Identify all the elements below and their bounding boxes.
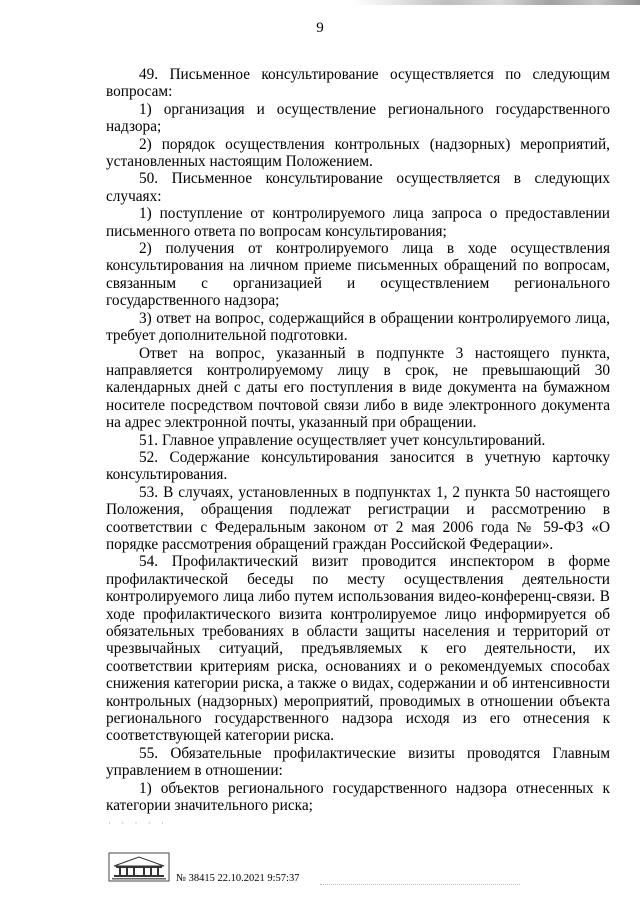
scan-noise-marks: · · · · · — [108, 818, 168, 828]
page-number: 9 — [316, 20, 324, 36]
paragraph-53: 53. В случаях, установленных в подпунктах 1, 2 пункта 50 настоящего Положения, обращения подлежат регистрации и рассмотрению в соответствии с Федеральным законом от 2 мая 2006 года № 59-ФЗ «О порядке рассмотрения обращений граждан Российской Федерации». — [106, 483, 610, 553]
registry-building-stamp-icon — [108, 852, 170, 882]
paragraph-50-item-3: 3) ответ на вопрос, содержащийся в обращении контролируемого лица, требует дополнительной подготовки. — [106, 309, 610, 345]
paragraph-51: 51. Главное управление осуществляет учет консультирований. — [139, 431, 546, 449]
paragraph-50-item-2: 2) получения от контролируемого лица в ходе осуществления консультирования на личном приеме письменных обращений по вопросам, связанным с организацией и осуществлением регионального государственного надзора; — [106, 240, 610, 310]
footer-dotted-line — [320, 880, 520, 885]
paragraph-54: 54. Профилактический визит проводится инспектором в форме профилактической беседы по месту осуществления деятельности контролируемого лица либо путем использования видео-конференц-связи. В ходе профилактического визита контролируемое лицо информируется об обязательных требованиях в области защиты населения и территорий от чрезвычайных ситуаций, предъявляемых к его деятельности, их соответствии критериям риска, основаниях и о рекомендуемых способах снижения категории риска, а также о видах, содержании и об интенсивности контрольных (надзорных) мероприятий, проводимых в отношении объекта регионального государственного надзора исходя из его отнесения к соответствующей категории риска. — [106, 553, 610, 745]
paragraph-50: 50. Письменное консультирование осуществляется в следующих случаях: — [106, 170, 610, 205]
paragraph-49: 49. Письменное консультирование осуществляется по следующим вопросам: — [106, 66, 610, 101]
paragraph-50-answer: Ответ на вопрос, указанный в подпункте 3 настоящего пункта, направляется контролируемому лицу в срок, не превышающий 30 календарных дней с даты его поступления в виде документа на бумажном носителе посредством почтовой связи либо в виде электронного документа на адрес электронной почты, указанный при обращении. — [106, 344, 610, 432]
registration-footer: № 38415 22.10.2021 9:57:37 — [176, 873, 300, 884]
paragraph-49-item-2: 2) порядок осуществления контрольных (надзорных) мероприятий, установленных настоящим Положением. — [106, 135, 610, 171]
document-body — [106, 66, 610, 814]
paragraph-49-item-1: 1) организация и осуществление регионального государственного надзора; — [106, 100, 610, 136]
paragraph-50-item-1: 1) поступление от контролируемого лица запроса о предоставлении письменного ответа по вопросам консультирования; — [106, 205, 610, 240]
paragraph-55: 55. Обязательные профилактические визиты проводятся Главным управлением в отношении: — [106, 744, 610, 780]
paragraph-55-item-1: 1) объектов регионального государственного надзора отнесенных к категории значительного риска; — [106, 779, 610, 815]
scan-edge-artifact — [0, 0, 640, 5]
paragraph-52: 52. Содержание консультирования заносится в учетную карточку консультирования. — [106, 448, 610, 484]
